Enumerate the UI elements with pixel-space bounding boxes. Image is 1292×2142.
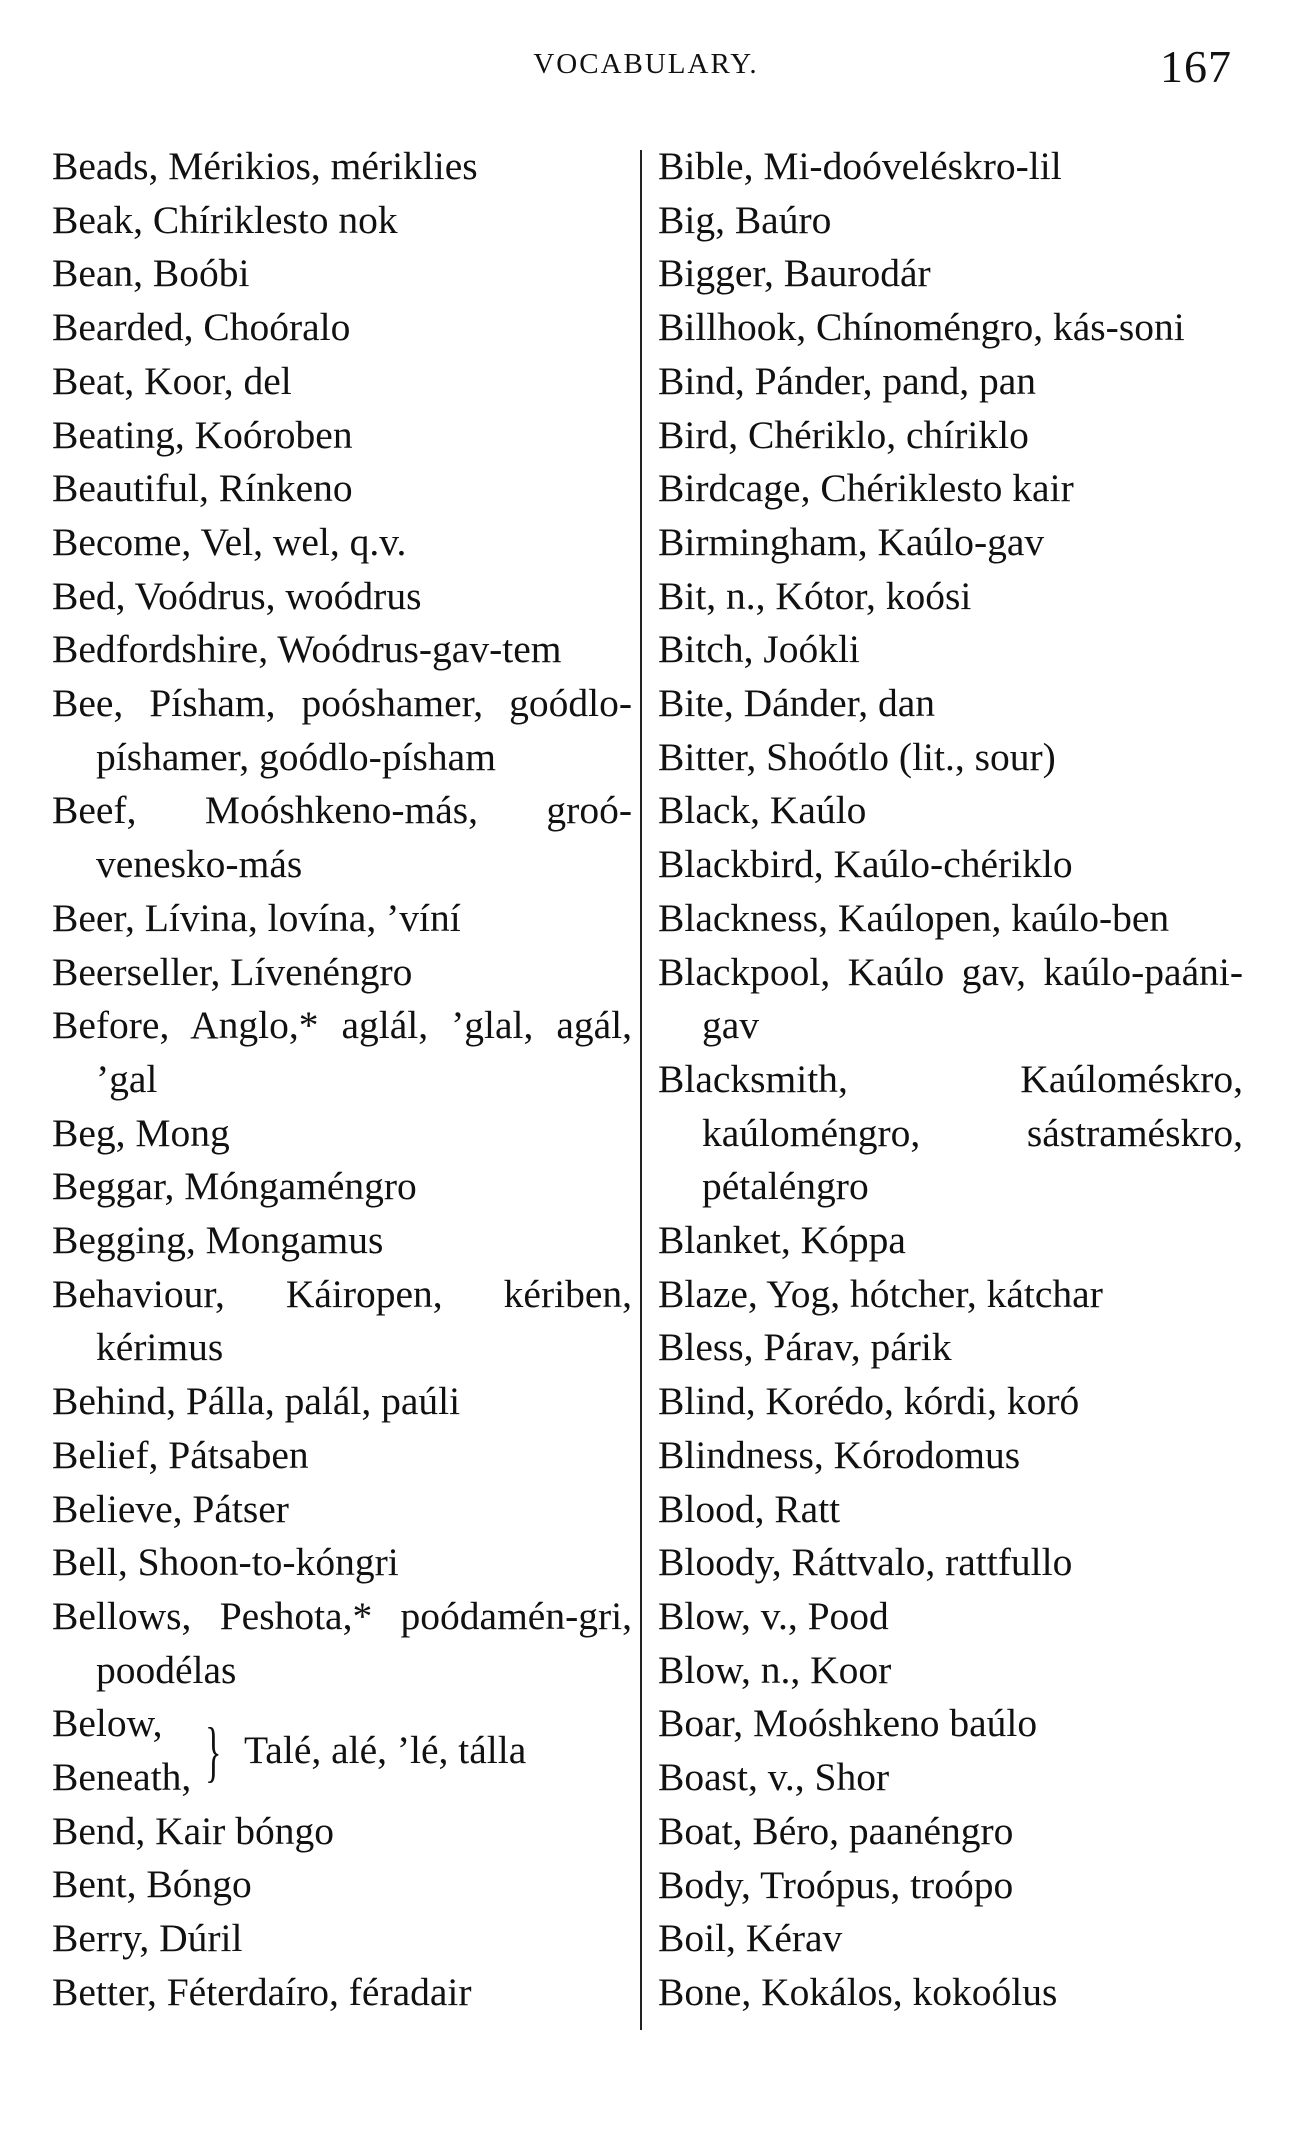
translation: , Kaúloméskro, kaúloméngro, sástraméskro, pétaléngro xyxy=(702,1056,1243,1209)
vocab-entry xyxy=(658,1590,1243,1644)
vocab-entry xyxy=(658,1912,1243,1966)
translation: , Boóbi xyxy=(133,251,250,296)
vocab-entry xyxy=(658,409,1243,463)
translation: , Kaúlopen, kaúlo-ben xyxy=(818,895,1170,940)
translation: , Yog, hótcher, kátchar xyxy=(747,1271,1103,1316)
vocab-entry xyxy=(52,892,632,946)
vocab-entry xyxy=(52,1912,632,1966)
headword: Beat xyxy=(52,358,125,403)
translation: , Pálla, palál, paúli xyxy=(166,1379,461,1424)
headword: Belief xyxy=(52,1432,149,1477)
headword: Billhook xyxy=(658,305,797,350)
vocab-entry xyxy=(52,301,632,355)
column-divider xyxy=(640,150,642,2030)
headword: Beggar xyxy=(52,1164,165,1209)
translation: , Troópus, troópo xyxy=(741,1862,1014,1907)
translation: , Chínoméngro, kás-soni xyxy=(796,305,1185,350)
vocab-entry xyxy=(658,140,1243,194)
vocab-entry xyxy=(52,355,632,409)
vocab-entry xyxy=(52,784,632,891)
vocab-entry xyxy=(52,677,632,784)
vocab-entry xyxy=(52,194,632,248)
vocab-entry xyxy=(658,1644,1243,1698)
vocab-entry xyxy=(658,1214,1243,1268)
headword: Beads xyxy=(52,144,149,188)
translation: , Anglo,* aglál, ’glal, agál, ’gal xyxy=(96,1003,632,1101)
vocab-entry xyxy=(658,301,1243,355)
translation: , Párav, párik xyxy=(743,1325,952,1370)
translation: , Pátsaben xyxy=(148,1432,309,1477)
translation: , Písham, poóshamer, goódlo-píshamer, goódlo-písham xyxy=(96,681,632,779)
vocab-entry xyxy=(658,516,1243,570)
vocab-entry xyxy=(658,677,1243,731)
vocab-entry xyxy=(658,784,1243,838)
translation: , Féterdaíro, féradair xyxy=(146,1969,472,2014)
vocab-entry xyxy=(52,1214,632,1268)
headword: Blood xyxy=(658,1486,755,1531)
translation: , Pánder, pand, pan xyxy=(734,358,1036,403)
translation: , Pátser xyxy=(172,1486,289,1531)
headword: Become xyxy=(52,519,182,564)
headword: Better xyxy=(52,1969,147,2014)
translation: , Peshota,* poódamén-gri, poodélas xyxy=(96,1593,632,1692)
vocab-entry xyxy=(658,731,1243,785)
vocab-entry xyxy=(658,462,1243,516)
headword: Bean xyxy=(52,251,134,296)
vocab-entry xyxy=(658,1053,1243,1214)
headword: Bone xyxy=(658,1969,742,2014)
headword: Beer xyxy=(52,895,125,940)
headword: Blaze xyxy=(658,1271,748,1316)
vocab-entry xyxy=(658,1268,1243,1322)
translation: , Moóshkeno-más, groó-venesko-más xyxy=(96,788,632,887)
vocab-entry xyxy=(658,623,1243,677)
page-header xyxy=(0,40,1292,100)
vocab-entry xyxy=(658,892,1243,946)
vocab-entry xyxy=(52,1805,632,1859)
translation: , Chériklesto kair xyxy=(800,466,1074,511)
headword: Birmingham xyxy=(658,519,858,564)
translation: , Shoótlo (lit., sour) xyxy=(746,734,1056,779)
vocab-entry xyxy=(52,570,632,624)
translation: , Béro, paanéngro xyxy=(732,1808,1014,1853)
vocab-entry xyxy=(658,1429,1243,1483)
translation: , Kokálos, kokoólus xyxy=(741,1969,1058,2014)
translation: , Ráttvalo, rattfullo xyxy=(771,1540,1073,1585)
headword: Boar xyxy=(658,1701,734,1746)
headword: Black xyxy=(658,788,751,833)
headword: Boat xyxy=(658,1808,733,1853)
vocab-entry xyxy=(658,838,1243,892)
vocab-entry xyxy=(658,1697,1243,1751)
translation: , Kaúlo xyxy=(750,788,867,833)
vocab-entry xyxy=(52,409,632,463)
translation: , Chíriklesto nok xyxy=(133,197,398,242)
vocab-entry xyxy=(658,1536,1243,1590)
vocab-entry xyxy=(52,462,632,516)
right-column xyxy=(658,140,1243,2020)
headword: Bigger xyxy=(658,251,764,296)
translation: , Lívenéngro xyxy=(210,949,413,994)
translation: , Woódrus-gav-tem xyxy=(258,627,562,672)
translation: , Kaúlo gav, kaúlo-paáni-gav xyxy=(702,949,1243,1048)
translation: , Koor, del xyxy=(124,358,292,403)
vocab-entry xyxy=(658,194,1243,248)
vocab-entry xyxy=(658,1859,1243,1913)
vocab-entry xyxy=(658,1805,1243,1859)
headword: Blackpool xyxy=(658,949,821,994)
headword: Bent xyxy=(52,1862,127,1907)
headword: Big xyxy=(658,197,716,242)
vocab-entry xyxy=(52,1375,632,1429)
headword: Bitch xyxy=(658,627,744,672)
vocab-entry xyxy=(658,1966,1243,2020)
headword: Blackness xyxy=(658,895,819,940)
running-title: VOCABULARY. xyxy=(533,48,759,80)
translation: , Baúro xyxy=(715,197,832,242)
vocab-entry xyxy=(52,1858,632,1912)
headword: Bird xyxy=(658,412,729,457)
headword: Boil xyxy=(658,1916,727,1961)
headword: Beneath, xyxy=(52,1755,192,1800)
translation: , Shoon-to-kóngri xyxy=(117,1540,399,1585)
headword: Blanket xyxy=(658,1218,781,1263)
headword: Bedfordshire xyxy=(52,627,259,672)
translation: , Mérikios, mériklies xyxy=(148,144,478,188)
headword: Believe xyxy=(52,1486,173,1531)
vocab-entry xyxy=(658,1751,1243,1805)
headword: Blow xyxy=(658,1593,742,1638)
vocab-entry xyxy=(52,1429,632,1483)
vocab-entry xyxy=(52,247,632,301)
headword: Blind xyxy=(658,1379,746,1424)
translation: , Koóroben xyxy=(174,412,353,457)
vocab-entry xyxy=(52,999,632,1106)
headword: Behind xyxy=(52,1379,167,1424)
headword: Beak xyxy=(52,197,134,242)
vocab-entry xyxy=(658,1375,1243,1429)
headword: Bell xyxy=(52,1540,118,1585)
headword: Before xyxy=(52,1003,160,1048)
translation: , Moóshkeno baúlo xyxy=(733,1701,1038,1746)
vocab-entry xyxy=(52,1966,632,2020)
translation: , Ratt xyxy=(754,1486,841,1531)
translation: Talé, alé, ’lé, tálla xyxy=(243,1728,527,1773)
vocab-entry xyxy=(658,570,1243,624)
headword: Behaviour xyxy=(52,1271,215,1316)
headword: Below, xyxy=(52,1701,163,1746)
headword: Bloody xyxy=(658,1540,772,1585)
headword: Bite xyxy=(658,681,724,726)
translation: , Bóngo xyxy=(126,1862,252,1907)
headword: Bit xyxy=(658,573,707,618)
translation: , Baurodár xyxy=(763,251,931,296)
translation: , Kaúlo-gav xyxy=(857,519,1045,564)
translation: , v., Pood xyxy=(741,1593,889,1638)
translation: , Dánder, dan xyxy=(723,681,936,726)
headword: Bend xyxy=(52,1808,136,1853)
vocab-entry xyxy=(658,1321,1243,1375)
vocab-entry xyxy=(52,1536,632,1590)
headword: Begging xyxy=(52,1218,186,1263)
vocab-entry xyxy=(52,140,632,194)
headword: Body xyxy=(658,1862,742,1907)
translation: , n., Koor xyxy=(741,1647,892,1692)
translation: , Lívina, lovína, ’víní xyxy=(124,895,461,940)
headword: Bless xyxy=(658,1325,744,1370)
translation: , Móngaméngro xyxy=(164,1164,417,1209)
left-column xyxy=(52,140,632,2020)
vocab-entry xyxy=(52,1107,632,1161)
vocab-entry xyxy=(52,623,632,677)
translation: , Voódrus, woódrus xyxy=(115,573,422,618)
headword: Beerseller xyxy=(52,949,211,994)
headword: Blindness xyxy=(658,1432,814,1477)
translation: , Kóppa xyxy=(780,1218,906,1263)
vocab-entry xyxy=(52,1268,632,1375)
headword: Beg xyxy=(52,1110,116,1155)
translation: , Mongamus xyxy=(185,1218,384,1263)
translation: , Kórodomus xyxy=(813,1432,1021,1477)
headword: Beautiful xyxy=(52,466,199,511)
translation: , Choóralo xyxy=(183,305,351,350)
translation: , Chériklo, chíriklo xyxy=(728,412,1029,457)
headword: Bellows xyxy=(52,1593,182,1638)
vocab-entry xyxy=(658,247,1243,301)
translation: , Vel, wel, q.v. xyxy=(181,519,407,564)
headword: Birdcage xyxy=(658,466,801,511)
translation: , Kaúlo-chériklo xyxy=(813,842,1073,887)
headword: Blacksmith xyxy=(658,1056,838,1101)
vocab-entry xyxy=(52,1483,632,1537)
headword: Boast xyxy=(658,1755,748,1800)
translation: , Mi-doóveléskro-lil xyxy=(743,144,1062,188)
headword: Bee xyxy=(52,681,114,726)
vocab-entry xyxy=(658,1483,1243,1537)
translation: , Mong xyxy=(115,1110,230,1155)
headword: Bearded xyxy=(52,305,184,350)
headword: Bitter xyxy=(658,734,747,779)
vocab-entry xyxy=(52,1160,632,1214)
headword: Beef xyxy=(52,788,127,833)
vocab-entry xyxy=(658,355,1243,409)
page-number: 167 xyxy=(1160,41,1232,92)
translation: , v., Shor xyxy=(747,1755,890,1800)
translation: , Rínkeno xyxy=(199,466,353,511)
brace-glyph: } xyxy=(205,1713,222,1790)
vocab-entry xyxy=(52,516,632,570)
headword: Bed xyxy=(52,573,116,618)
translation: , Kair bóngo xyxy=(135,1808,334,1853)
translation: , Káiropen, kériben, kérimus xyxy=(96,1271,632,1370)
headword: Blow xyxy=(658,1647,742,1692)
headword: Blackbird xyxy=(658,842,814,887)
headword: Beating xyxy=(52,412,175,457)
translation: , n., Kótor, koósi xyxy=(706,573,972,618)
vocab-entry xyxy=(52,946,632,1000)
vocab-entry-braced xyxy=(52,1697,632,1804)
translation: , Kérav xyxy=(726,1916,843,1961)
headword: Berry xyxy=(52,1916,140,1961)
vocab-entry xyxy=(52,1590,632,1697)
translation: , Dúril xyxy=(139,1916,243,1961)
headword: Bind xyxy=(658,358,735,403)
headword: Bible xyxy=(658,144,744,188)
translation: , Joókli xyxy=(743,627,860,672)
vocab-entry xyxy=(658,946,1243,1053)
translation: , Korédo, kórdi, koró xyxy=(745,1379,1080,1424)
